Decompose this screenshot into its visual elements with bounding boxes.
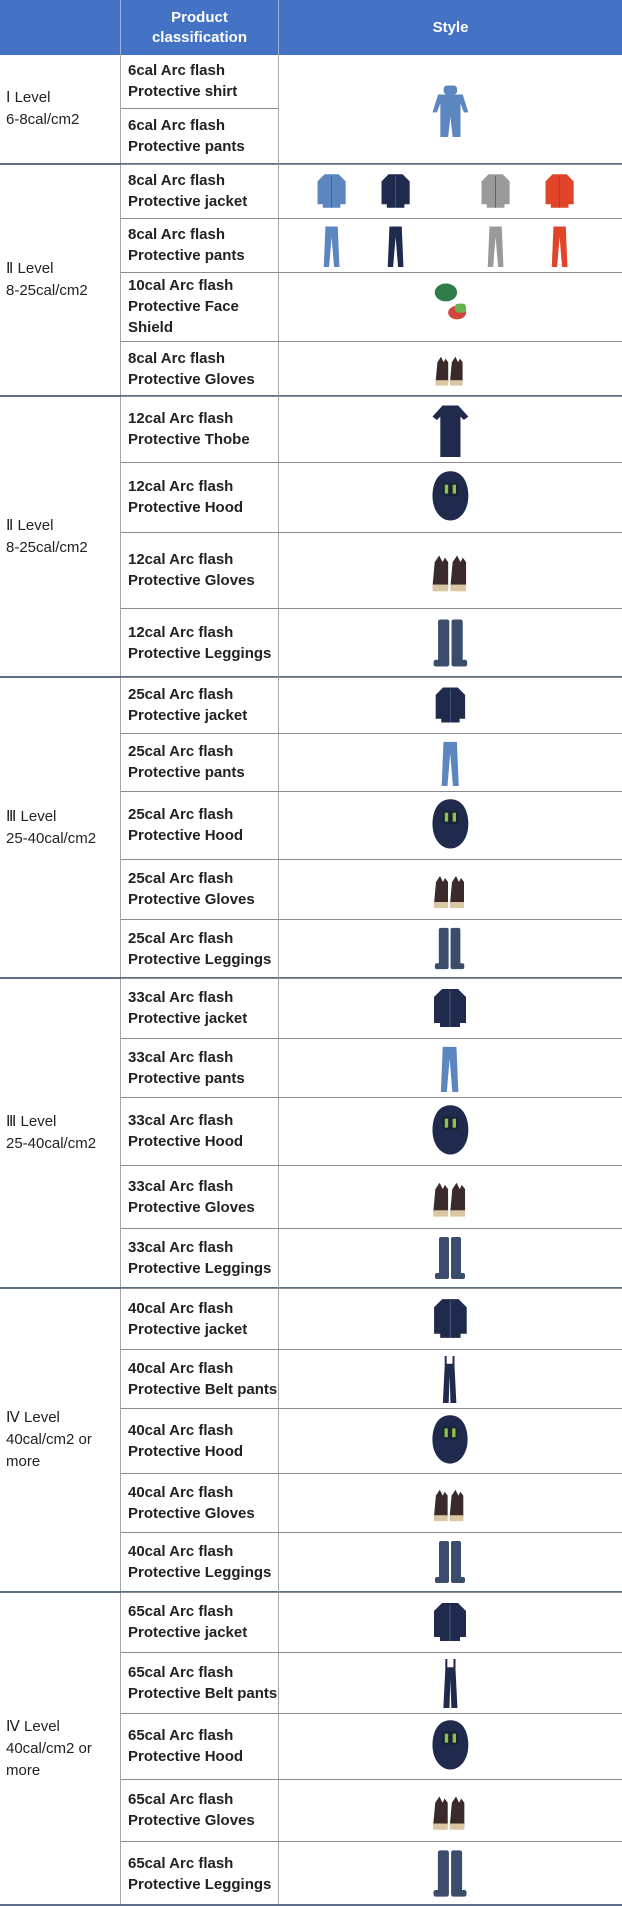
row-divider <box>121 1532 622 1533</box>
level-cell: Ⅰ Level 6-8cal/cm2 <box>0 53 121 164</box>
row-divider <box>121 1038 622 1039</box>
level-cell: Ⅳ Level 40cal/cm2 or more <box>0 1288 121 1592</box>
pants-icon <box>378 223 413 267</box>
product-name: 33cal Arc flash Protective Leggings <box>121 1228 279 1288</box>
row-divider <box>121 733 622 734</box>
level-cell: Ⅳ Level 40cal/cm2 or more <box>0 1592 121 1906</box>
product-name: 25cal Arc flash Protective pants <box>121 733 279 791</box>
row-divider <box>121 341 622 342</box>
gloves-icon <box>429 1784 471 1836</box>
row-divider <box>121 1097 622 1098</box>
pants-icon <box>542 223 577 267</box>
jacket-icon <box>430 983 470 1033</box>
hood-icon <box>428 469 473 525</box>
row-divider <box>121 218 622 219</box>
jacket-icon <box>542 169 577 213</box>
hood-icon <box>428 1718 473 1774</box>
pants-icon <box>430 1043 469 1092</box>
pants-icon <box>314 223 349 267</box>
product-name: 12cal Arc flash Protective Gloves <box>121 532 279 608</box>
product-name: 25cal Arc flash Protective Hood <box>121 791 279 859</box>
product-name: 25cal Arc flash Protective Leggings <box>121 919 279 978</box>
jacket-icon <box>314 169 349 213</box>
product-name: 40cal Arc flash Protective jacket <box>121 1288 279 1349</box>
row-divider <box>121 1713 622 1714</box>
jacket-icon <box>430 1293 471 1344</box>
gloves-icon <box>432 346 468 391</box>
gloves-icon <box>429 1170 471 1223</box>
product-name: 40cal Arc flash Protective Hood <box>121 1408 279 1473</box>
product-name: 12cal Arc flash Protective Thobe <box>121 396 279 462</box>
header-style: Style <box>279 0 622 55</box>
gloves-icon <box>428 542 473 598</box>
leggings-icon <box>428 1846 472 1901</box>
row-divider <box>121 1228 622 1229</box>
header-classification-line1: Product <box>171 8 228 26</box>
level-cell: Ⅲ Level 25-40cal/cm2 <box>0 677 121 978</box>
row-divider <box>121 1288 622 1289</box>
row-divider <box>121 108 279 109</box>
product-name: 25cal Arc flash Protective jacket <box>121 677 279 733</box>
row-divider <box>121 1349 622 1350</box>
product-name: 65cal Arc flash Protective Gloves <box>121 1779 279 1841</box>
gloves-icon <box>430 1478 469 1527</box>
row-divider <box>121 1779 622 1780</box>
product-name: 8cal Arc flash Protective pants <box>121 218 279 272</box>
leggings-icon <box>428 615 473 671</box>
jacket-icon <box>430 1597 470 1647</box>
header-level-column <box>0 0 121 55</box>
row-divider <box>121 396 622 397</box>
product-name: 33cal Arc flash Protective Hood <box>121 1097 279 1165</box>
product-name: 65cal Arc flash Protective Belt pants <box>121 1652 279 1713</box>
row-divider <box>121 978 622 979</box>
product-name: 6cal Arc flash Protective pants <box>121 108 279 164</box>
product-name: 25cal Arc flash Protective Gloves <box>121 859 279 919</box>
coverall-icon <box>428 81 473 137</box>
product-name: 40cal Arc flash Protective Gloves <box>121 1473 279 1532</box>
product-name: 33cal Arc flash Protective pants <box>121 1038 279 1097</box>
row-divider <box>121 859 622 860</box>
product-name: 40cal Arc flash Protective Leggings <box>121 1532 279 1592</box>
product-name: 8cal Arc flash Protective Gloves <box>121 341 279 396</box>
level-cell: Ⅱ Level 8-25cal/cm2 <box>0 396 121 677</box>
leggings-icon <box>430 1233 470 1283</box>
leggings-icon <box>430 924 469 973</box>
level-cell: Ⅱ Level 8-25cal/cm2 <box>0 164 121 396</box>
row-divider <box>121 1652 622 1653</box>
product-name: 33cal Arc flash Protective Gloves <box>121 1165 279 1228</box>
product-name: 40cal Arc flash Protective Belt pants <box>121 1349 279 1408</box>
hood-icon <box>428 1103 473 1159</box>
row-divider <box>121 677 622 678</box>
jacket-icon <box>378 169 413 213</box>
product-name: 65cal Arc flash Protective Leggings <box>121 1841 279 1906</box>
gloves-icon <box>430 864 470 914</box>
row-divider <box>121 1165 622 1166</box>
product-name: 65cal Arc flash Protective Hood <box>121 1713 279 1779</box>
product-name: 8cal Arc flash Protective jacket <box>121 164 279 218</box>
jacket-icon <box>432 682 469 728</box>
bib-pants-icon <box>430 1657 471 1708</box>
row-divider <box>121 1408 622 1409</box>
hood-icon <box>428 1413 472 1468</box>
row-divider <box>121 791 622 792</box>
row-divider <box>121 272 622 273</box>
row-divider <box>121 532 622 533</box>
thobe-icon <box>428 401 473 457</box>
row-divider <box>121 1592 622 1593</box>
row-divider <box>121 1841 622 1842</box>
row-divider <box>121 462 622 463</box>
product-name: 10cal Arc flash Protective Face Shield <box>121 272 279 341</box>
row-divider <box>121 1473 622 1474</box>
row-divider <box>121 608 622 609</box>
bib-pants-icon <box>430 1354 469 1403</box>
product-name: 12cal Arc flash Protective Leggings <box>121 608 279 677</box>
level-cell: Ⅲ Level 25-40cal/cm2 <box>0 978 121 1288</box>
pants-icon <box>478 223 513 267</box>
product-name: 33cal Arc flash Protective jacket <box>121 978 279 1038</box>
face-shield-icon <box>428 279 473 335</box>
leggings-icon <box>430 1537 470 1587</box>
header-product-classification <box>121 0 279 55</box>
jacket-icon <box>478 169 513 213</box>
header-classification-line2: classification <box>151 28 248 46</box>
product-name: 6cal Arc flash Protective shirt <box>121 53 279 108</box>
product-name: 65cal Arc flash Protective jacket <box>121 1592 279 1652</box>
product-name: 12cal Arc flash Protective Hood <box>121 462 279 532</box>
row-divider <box>121 919 622 920</box>
row-divider <box>121 164 622 165</box>
hood-icon <box>428 797 473 853</box>
pants-icon <box>431 738 469 786</box>
